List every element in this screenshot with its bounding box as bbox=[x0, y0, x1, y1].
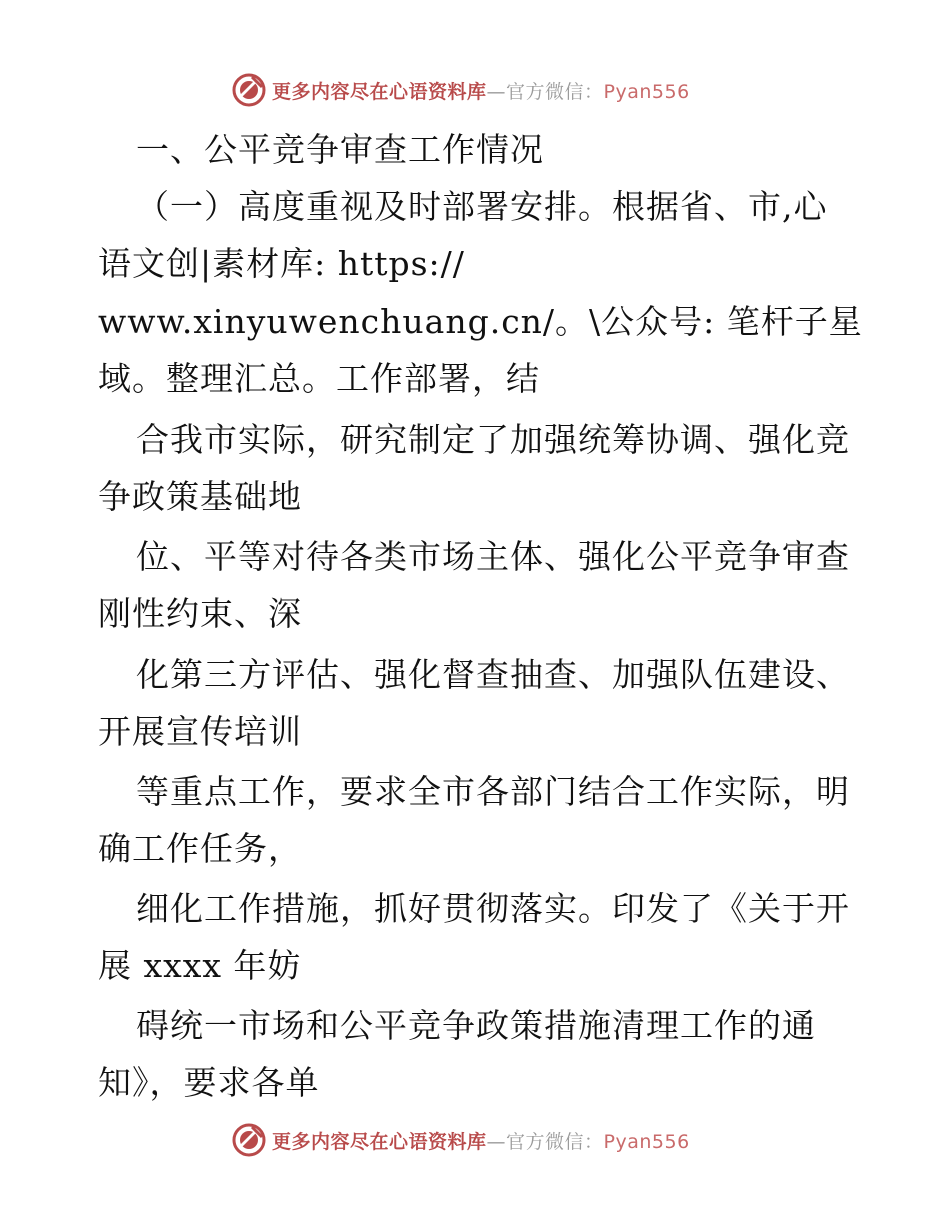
quill-seal-icon bbox=[232, 1123, 266, 1157]
paragraph-line: 开展宣传培训 bbox=[98, 712, 302, 751]
paragraph-line: 确工作任务， bbox=[98, 829, 302, 868]
watermark-dash: — bbox=[486, 1130, 507, 1153]
paragraph-line: （一）高度重视及时部署安排。根据省、市,心 bbox=[136, 187, 828, 226]
paragraph-line: 化第三方评估、强化督查抽查、加强队伍建设、 bbox=[136, 655, 850, 694]
paragraph-line: 语文创|素材库: https:// bbox=[98, 244, 465, 283]
paragraph-line: 等重点工作，要求全市各部门结合工作实际，明 bbox=[136, 772, 850, 811]
paragraph-line: 位、平等对待各类市场主体、强化公平竞争审查 bbox=[136, 537, 850, 576]
watermark-wechat-id: Pyan556 bbox=[603, 80, 690, 103]
paragraph-line: 展 xxxx 年妨 bbox=[98, 946, 302, 985]
paragraph-line: 域。整理汇总。工作部署，结 bbox=[98, 359, 540, 398]
paragraph-line: 合我市实际，研究制定了加强统筹协调、强化竞 bbox=[136, 420, 850, 459]
watermark-main: 更多内容尽在心语资料库 bbox=[272, 80, 487, 103]
watermark-wechat-id: Pyan556 bbox=[603, 1130, 690, 1153]
quill-seal-icon bbox=[232, 73, 266, 107]
paragraph-line: 争政策基础地 bbox=[98, 477, 302, 516]
watermark-text bbox=[272, 1127, 690, 1154]
watermark-wechat-label: 官方微信： bbox=[506, 80, 604, 103]
section-heading: 一、公平竞争审查工作情况 bbox=[136, 130, 544, 169]
watermark-main: 更多内容尽在心语资料库 bbox=[272, 1130, 487, 1153]
footer-watermark bbox=[232, 1122, 690, 1158]
watermark-dash: — bbox=[486, 80, 507, 103]
paragraph-line: 碍统一市场和公平竞争政策措施清理工作的通 bbox=[136, 1006, 816, 1045]
paragraph-line: 知》，要求各单 bbox=[98, 1063, 320, 1102]
paragraph-line: www.xinyuwenchuang.cn/。\公众号: 笔杆子星 bbox=[98, 302, 863, 341]
watermark-wechat-label: 官方微信： bbox=[506, 1130, 604, 1153]
paragraph-line: 刚性约束、深 bbox=[98, 594, 302, 633]
header-watermark bbox=[232, 72, 690, 108]
paragraph-line: 细化工作措施，抓好贯彻落实。印发了《关于开 bbox=[136, 889, 850, 928]
watermark-text bbox=[272, 77, 690, 104]
